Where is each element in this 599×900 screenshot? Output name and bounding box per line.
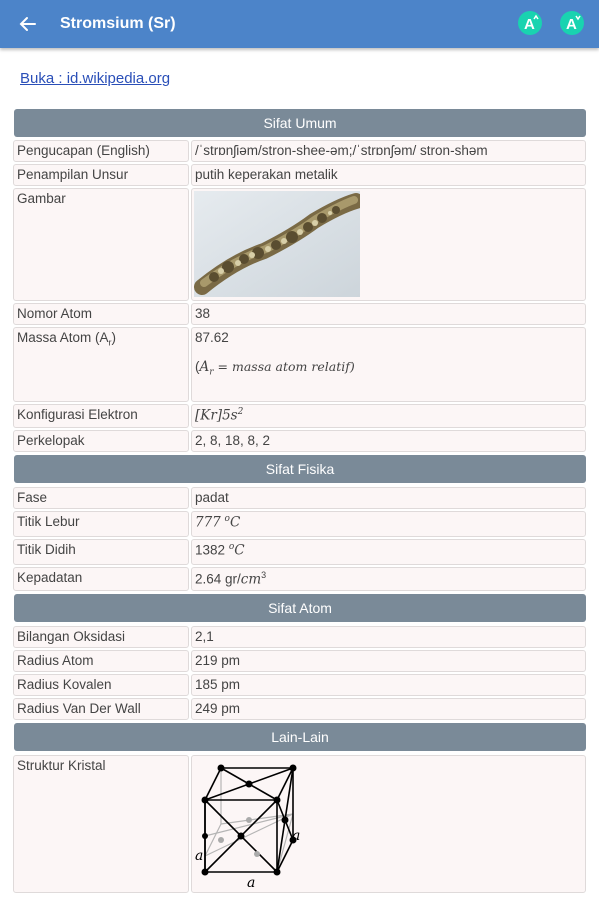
svg-text:A: A (566, 16, 577, 33)
label-konfigurasi: Konfigurasi Elektron (13, 404, 189, 428)
value-struktur-kristal (191, 755, 586, 893)
label-radius-kovalen: Radius Kovalen (13, 674, 189, 696)
wikipedia-link[interactable]: Buka : id.wikipedia.org (20, 70, 171, 87)
label-gambar: Gambar (13, 188, 189, 301)
axis-label-left: a (195, 848, 204, 864)
value-kepadatan: 2.64 $gr/cm^3$ (191, 567, 586, 591)
value-massa-atom (191, 327, 586, 402)
value-radius-van-der-wall: 249 pm (191, 698, 586, 720)
svg-text:A: A (524, 16, 535, 33)
value-nomor-atom: 38 (191, 303, 586, 325)
label-pengucapan: Pengucapan (English) (13, 140, 189, 162)
axis-label-bottom: a (247, 875, 256, 890)
massa-atom-number: 87.62 (195, 330, 229, 345)
label-nomor-atom: Nomor Atom (13, 303, 189, 325)
section-header-sifat-umum: Sifat Umum (14, 109, 586, 137)
value-perkelopak: 2, 8, 18, 8, 2 (191, 430, 586, 452)
crystal-structure-diagram (192, 756, 322, 890)
label-bilangan-oksidasi: Bilangan Oksidasi (13, 626, 189, 648)
label-perkelopak: Perkelopak (13, 430, 189, 452)
label-struktur-kristal: Struktur Kristal (13, 755, 189, 893)
value-gambar (191, 188, 586, 301)
section-header-sifat-atom: Sifat Atom (14, 594, 586, 622)
section-header-sifat-fisika: Sifat Fisika (14, 455, 586, 483)
label-radius-van-der-wall: Radius Van Der Wall (13, 698, 189, 720)
value-titik-didih: 1382 $^o$C (191, 539, 586, 565)
label-titik-didih: Titik Didih (13, 539, 189, 565)
label-kepadatan: Kepadatan (13, 567, 189, 591)
value-bilangan-oksidasi: 2,1 (191, 626, 586, 648)
label-fase: Fase (13, 487, 189, 509)
label-titik-lebur: Titik Lebur (13, 511, 189, 537)
value-radius-atom: 219 pm (191, 650, 586, 672)
page-title: Stromsium (Sr) (60, 15, 176, 32)
value-radius-kovalen: 185 pm (191, 674, 586, 696)
value-pengucapan: /ˈstrɒnʃiəm/stron-shee-əm;/ˈstrɒnʃəm/ stron-shəm (191, 140, 586, 162)
value-titik-lebur: 777 $^o$C (191, 511, 586, 537)
value-fase: padat (191, 487, 586, 509)
label-radius-atom: Radius Atom (13, 650, 189, 672)
value-konfigurasi: $[Kr]5s^2$ (191, 404, 586, 428)
label-massa-atom: Massa Atom $(A_r)$ (13, 327, 189, 402)
strontium-image (194, 191, 360, 297)
axis-label-right: a (292, 828, 301, 844)
value-penampilan: putih keperakan metalik (191, 164, 586, 186)
font-decrease-icon[interactable] (560, 11, 584, 35)
app-bar (0, 0, 599, 48)
section-header-lain-lain: Lain-Lain (14, 723, 586, 751)
massa-atom-note: ($A_r$ = massa atom relatif) (195, 359, 355, 378)
font-increase-icon[interactable] (518, 11, 542, 35)
label-penampilan: Penampilan Unsur (13, 164, 189, 186)
back-arrow-icon[interactable] (17, 13, 39, 35)
